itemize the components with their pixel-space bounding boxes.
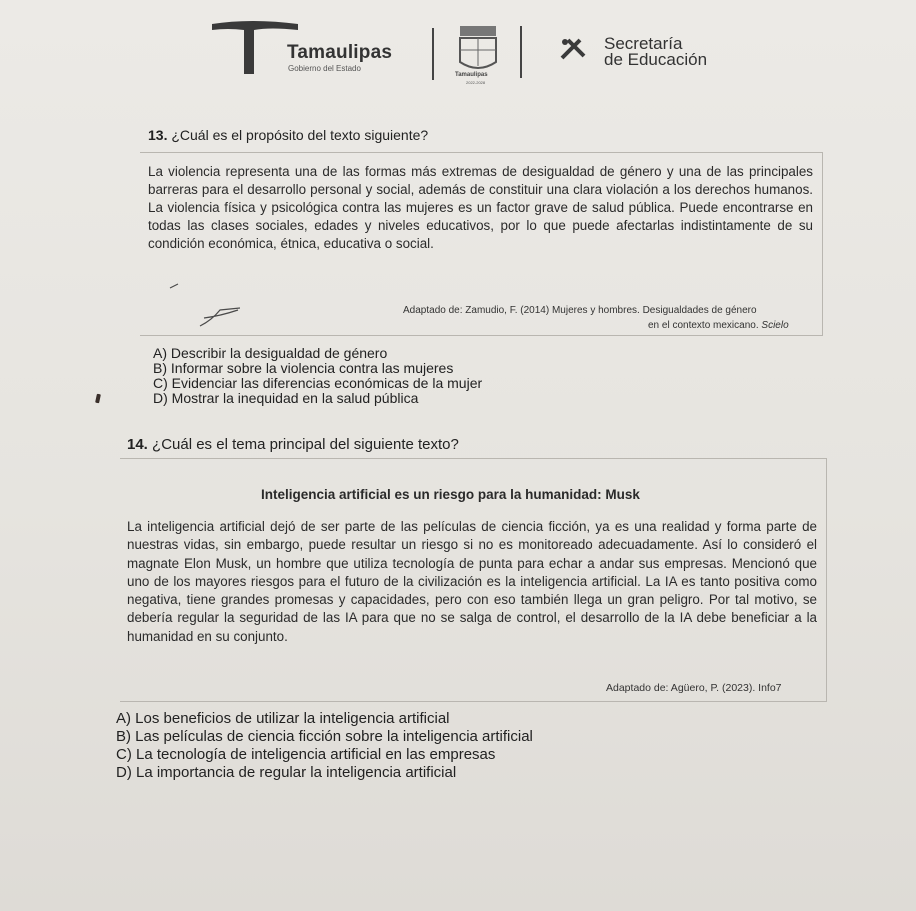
question-14 — [127, 436, 459, 453]
source-13-line-2 — [648, 320, 789, 331]
passage-14: La inteligencia artificial dejó de ser parte de las películas de ciencia ficción, ya es una realidad y forma parte de nuestras vidas, sin embargo, puede resultar un riesgo si no es monitoreado adecuadamente. Así lo consideró el magnate Elon Musk, un hombre que utiliza tecnología de punta para echar a andar sus empresas. Mencionó que uno de los mayores riesgos para el futuro de la civilización es la inteligencia artificial. La IA es tanto positiva como negativa, tiene grandes promesas y capacidades, pero con eso también llega un gran peligro. Por tal motivo, se debería regular la seguridad de las IA para que no se salga de control, el desarrollo de la IA debe beneficiar a la humanidad en su conjunto. — [127, 519, 817, 644]
source-13-journal: Scielo — [761, 320, 789, 331]
secretariat-line-1: Secretaría — [604, 34, 683, 53]
seal-years: 2022-2028 — [466, 80, 486, 85]
source-13-line-1: Adaptado de: Zamudio, F. (2014) Mujeres y hombres. Desigualdades de género — [403, 305, 757, 316]
passage-13: La violencia representa una de las formas más extremas de desigualdad de género y una de las principales barreras para el desarrollo personal y social, además de constituir una clara violación a los derechos humanos. La violencia física y psicológica contra las mujeres es un factor grave de salud pública. Puede encontrarse en todas las clases sociales, edades y niveles educativos, por lo que puede afectarlas indistintamente de su condición económica, étnica, educativa o social. — [148, 164, 813, 251]
header-divider — [520, 26, 522, 78]
seal-label: Tamaulipas — [455, 72, 488, 78]
option-14-b[interactable]: B) Las películas de ciencia ficción sobre la inteligencia artificial — [116, 728, 533, 745]
option-14-d[interactable]: D) La importancia de regular la inteligencia artificial — [116, 764, 457, 781]
source-13-text: en el contexto mexicano. — [648, 320, 759, 331]
education-logo-icon — [560, 36, 586, 60]
secretariat-line-2: de Educación — [604, 50, 708, 69]
pencil-mark-icon — [160, 280, 240, 330]
question-number: 14. — [127, 436, 148, 453]
question-text: ¿Cuál es el tema principal del siguiente texto? — [152, 436, 459, 453]
option-13-b[interactable]: B) Informar sobre la violencia contra las mujeres — [153, 360, 454, 376]
passage-14-title: Inteligencia artificial es un riesgo para la humanidad: Musk — [261, 487, 640, 502]
option-13-a[interactable]: A) Describir la desigualdad de género — [153, 345, 388, 361]
option-14-c[interactable]: C) La tecnología de inteligencia artificial en las empresas — [116, 746, 496, 763]
question-text: ¿Cuál es el propósito del texto siguiente? — [171, 127, 429, 143]
option-13-c[interactable]: C) Evidenciar las diferencias económicas de la mujer — [153, 375, 483, 391]
header-divider — [432, 28, 434, 80]
ink-mark — [95, 394, 101, 404]
option-13-d[interactable]: D) Mostrar la inequidad en la salud pública — [153, 390, 419, 406]
state-name: Tamaulipas — [287, 42, 393, 63]
question-number: 13. — [148, 127, 168, 143]
question-13 — [148, 127, 428, 143]
source-14: Adaptado de: Agüero, P. (2023). Info7 — [606, 682, 782, 694]
option-14-a[interactable]: A) Los beneficios de utilizar la inteligencia artificial — [116, 710, 450, 727]
state-subtitle: Gobierno del Estado — [288, 64, 361, 73]
